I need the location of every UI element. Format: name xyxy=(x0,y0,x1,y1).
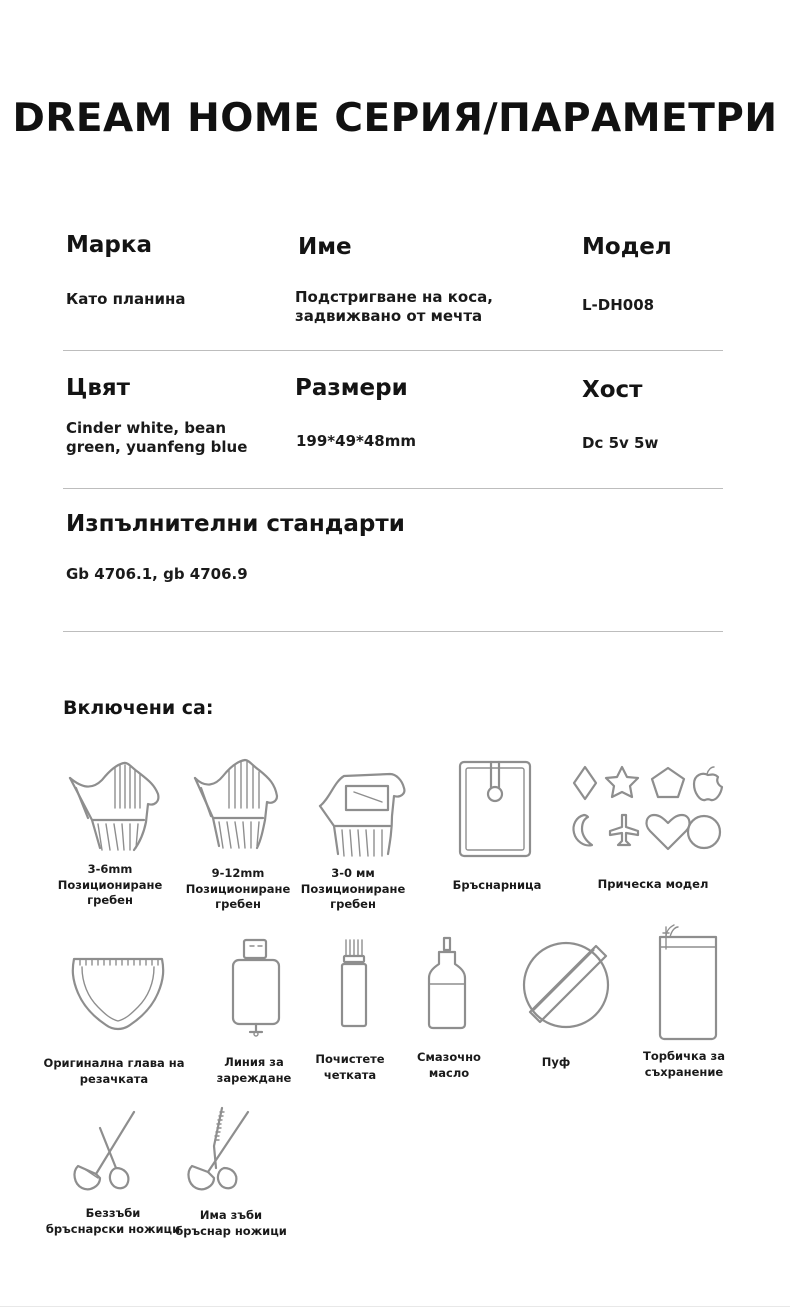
color-label: Цвят xyxy=(66,375,130,401)
item-caption: Линия за зареждане xyxy=(216,1055,292,1085)
item-caption: 3-0 мм Позициониране гребен xyxy=(300,866,406,912)
host-label: Хост xyxy=(582,377,643,403)
color-value-line2: green, yuanfeng blue xyxy=(66,438,248,457)
thinning-scissors-icon xyxy=(184,1106,254,1194)
size-value: 199*49*48mm xyxy=(296,432,417,450)
included-heading: Включени са: xyxy=(63,697,214,719)
comb-guide-short-icon xyxy=(310,768,410,860)
divider xyxy=(63,631,723,632)
item-caption: Бръснарница xyxy=(452,878,542,892)
usb-cable-icon xyxy=(230,938,282,1038)
item-caption: 9-12mm Позициониране гребен xyxy=(185,866,291,912)
divider xyxy=(63,350,723,351)
comb-guide-icon xyxy=(183,756,283,856)
host-value: Dc 5v 5w xyxy=(582,434,659,452)
comb-guide-icon xyxy=(62,758,162,858)
brand-label: Марка xyxy=(66,232,153,258)
model-value: L-DH008 xyxy=(582,296,655,314)
storage-bag-icon xyxy=(654,923,722,1041)
name-value xyxy=(295,288,493,326)
divider xyxy=(63,488,723,489)
name-value-line2: задвижвано от мечта xyxy=(295,307,483,326)
name-value-line1: Подстригване на коса, xyxy=(295,288,493,306)
item-caption: Смазочно масло xyxy=(417,1050,481,1080)
brand-value: Като планина xyxy=(66,290,186,308)
powder-puff-icon xyxy=(520,940,612,1030)
item-caption: Почистете четката xyxy=(315,1052,385,1082)
shaving-cape-icon xyxy=(458,760,532,858)
item-caption: 3-6mm Позициониране гребен xyxy=(57,862,163,908)
item-caption: Торбичка за съхранение xyxy=(643,1049,725,1079)
size-label: Размери xyxy=(295,375,408,401)
color-value xyxy=(66,419,247,457)
cutter-head-icon xyxy=(68,953,168,1031)
bottom-border xyxy=(0,1306,790,1307)
item-caption: Беззъби бръснарски ножици xyxy=(45,1206,181,1236)
oil-bottle-icon xyxy=(427,936,467,1030)
cleaning-brush-icon xyxy=(336,938,372,1030)
item-caption: Пуф xyxy=(541,1055,571,1069)
color-value-line1: Cinder white, bean xyxy=(66,419,227,437)
page-title: DREAM HOME СЕРИЯ/ПАРАМЕТРИ xyxy=(12,96,778,141)
item-caption: Оригинална глава на резачката xyxy=(43,1056,185,1086)
standards-value: Gb 4706.1, gb 4706.9 xyxy=(66,565,248,583)
standards-label: Изпълнителни стандарти xyxy=(66,511,405,537)
item-caption: Прическа модел xyxy=(597,877,709,891)
name-label: Име xyxy=(298,234,352,260)
model-label: Модел xyxy=(582,234,672,260)
item-caption: Има зъби бръснар ножици xyxy=(175,1208,287,1238)
scissors-icon xyxy=(70,1110,140,1194)
hairstyle-stencils-icon xyxy=(568,763,728,853)
